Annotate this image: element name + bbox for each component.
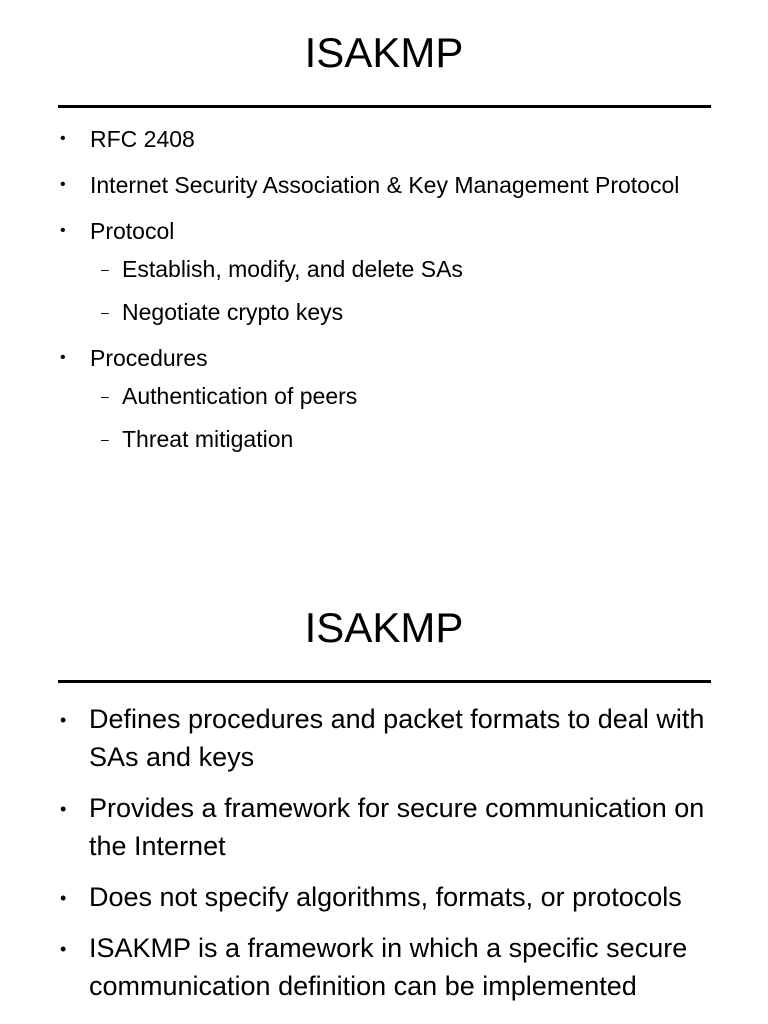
bullet-item (0, 124, 768, 154)
sub-bullet-item (90, 254, 768, 284)
bullet-text: Does not specify algorithms, formats, or protocols (89, 882, 682, 912)
bullet-dot-icon: • (60, 222, 66, 239)
sub-bullet-text: Negotiate crypto keys (122, 299, 344, 325)
bullet-dot-icon: • (60, 710, 67, 730)
bullet-item (0, 216, 768, 327)
slide-2-bullet-list (0, 700, 768, 1018)
sub-bullet-text: Authentication of peers (122, 383, 358, 409)
sub-bullet-list (90, 254, 768, 327)
bullet-dot-icon: • (60, 130, 66, 147)
sub-bullet-list (90, 381, 768, 454)
slide-2-title: ISAKMP (304, 604, 464, 651)
bullet-dot-icon: • (60, 939, 67, 959)
bullet-item (0, 343, 768, 454)
sub-bullet-text: Threat mitigation (122, 426, 294, 452)
dash-icon: – (101, 261, 109, 277)
bullet-text: Protocol (90, 218, 175, 244)
sub-bullet-item (90, 381, 768, 411)
bullet-item (0, 700, 768, 776)
bullet-dot-icon: • (60, 349, 66, 366)
bullet-dot-icon: • (60, 176, 66, 193)
dash-icon: – (101, 431, 109, 447)
slide-1-bullet-list (0, 124, 768, 470)
bullet-text: RFC 2408 (90, 126, 195, 152)
slide-1-title-rule (58, 105, 711, 108)
bullet-text: Internet Security Association & Key Management Protocol (90, 172, 680, 198)
bullet-item (0, 170, 768, 200)
sub-bullet-text: Establish, modify, and delete SAs (122, 256, 463, 282)
bullet-item (0, 789, 768, 865)
bullet-text: Procedures (90, 345, 208, 371)
dash-icon: – (101, 388, 109, 404)
bullet-text: ISAKMP is a framework in which a specific secure communication definition can be implemented (89, 933, 688, 1001)
bullet-item (0, 929, 768, 1005)
slide-2-title-rule (58, 680, 711, 683)
bullet-text: Defines procedures and packet formats to deal with SAs and keys (89, 704, 705, 772)
slide-1-title: ISAKMP (304, 29, 464, 76)
bullet-dot-icon: • (60, 799, 67, 819)
slide-2 (0, 576, 768, 1024)
bullet-dot-icon: • (60, 888, 67, 908)
sub-bullet-item (90, 424, 768, 454)
bullet-item (0, 878, 768, 916)
sub-bullet-item (90, 297, 768, 327)
bullet-text: Provides a framework for secure communication on the Internet (89, 793, 705, 861)
dash-icon: – (101, 304, 109, 320)
